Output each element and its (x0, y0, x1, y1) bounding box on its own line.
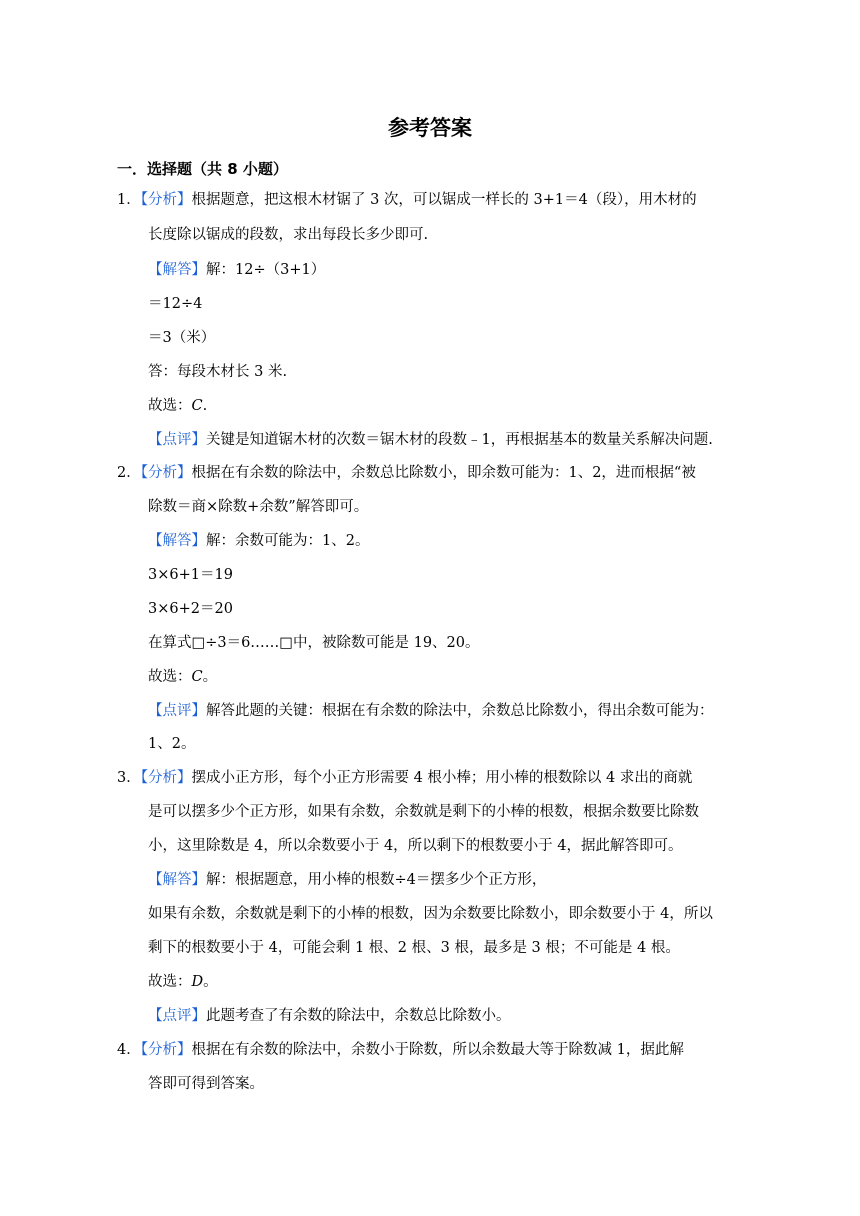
q1-step: ＝3（米） (148, 330, 216, 346)
q1-answer-line: 【解答】解：12÷（3+1） (148, 262, 326, 278)
comment-tag: 【点评】 (148, 703, 206, 719)
q3-analysis-continued: 小，这里除数是 4，所以余数要小于 4，所以剩下的根数要小于 4，据此解答即可。 (148, 838, 683, 854)
q2-step: 3×6+1＝19 (148, 567, 233, 583)
analysis-tag: 【分析】 (140, 192, 192, 208)
q2-comment-continued: 1、2。 (148, 736, 196, 752)
q3-comment-line: 【点评】此题考查了有余数的除法中，余数总比除数小。 (148, 1008, 511, 1024)
q3-answer-line: 【解答】解：根据题意，用小棒的根数÷4＝摆多少个正方形， (148, 872, 547, 888)
answer-tag: 【解答】 (148, 262, 206, 278)
q3-analysis-continued: 是可以摆多少个正方形，如果有余数，余数就是剩下的小棒的根数，根据余数要比除数 (148, 804, 699, 820)
q1-analysis-line: 1．【分析】根据题意，把这根木材锯了 3 次，可以锯成一样长的 3+1＝4（段），用木材的 (117, 192, 697, 208)
section-heading: 一．选择题（共 8 小题） (117, 160, 288, 178)
q4-analysis-continued: 答即可得到答案。 (148, 1076, 264, 1092)
q2-step: 3×6+2＝20 (148, 601, 233, 617)
q1-analysis-continued: 长度除以锯成的段数，求出每段长多少即可. (148, 227, 429, 243)
q3-analysis-line: 3．【分析】摆成小正方形，每个小正方形需要 4 根小棒；用小棒的根数除以 4 求出的商就 (117, 770, 693, 786)
q1-number: 1． (117, 192, 141, 208)
answer-tag: 【解答】 (148, 872, 206, 888)
q1-conclusion: 答：每段木材长 3 米. (148, 364, 288, 380)
q1-choice: 故选：C. (148, 398, 208, 414)
q2-conclusion: 在算式□÷3＝6……□中，被除数可能是 19、20。 (148, 635, 480, 651)
q3-number: 3． (117, 770, 141, 786)
q2-analysis-line: 2．【分析】根据在有余数的除法中，余数总比除数小，即余数可能为：1、2，进而根据“被 (117, 465, 696, 481)
answer-tag: 【解答】 (148, 533, 206, 549)
q2-choice: 故选：C。 (148, 669, 218, 685)
q1-comment-line: 【点评】关键是知道锯木材的次数＝锯木材的段数﹣1，再根据基本的数量关系解决问题. (148, 432, 713, 448)
comment-tag: 【点评】 (148, 1008, 206, 1024)
q2-number: 2． (117, 465, 141, 481)
q4-number: 4． (117, 1042, 141, 1058)
q2-answer-line: 【解答】解：余数可能为：1、2。 (148, 533, 370, 549)
q3-step: 剩下的根数要小于 4，可能会剩 1 根、2 根、3 根，最多是 3 根；不可能是 4 根。 (148, 940, 680, 956)
q3-choice: 故选：D。 (148, 974, 218, 990)
q4-analysis-line: 4．【分析】根据在有余数的除法中，余数小于除数，所以余数最大等于除数减 1，据此解 (117, 1042, 684, 1058)
comment-tag: 【点评】 (148, 432, 206, 448)
page-title: 参考答案 (388, 116, 472, 140)
q1-step: ＝12÷4 (148, 296, 203, 312)
analysis-tag: 【分析】 (140, 770, 192, 786)
analysis-tag: 【分析】 (140, 465, 192, 481)
q3-step: 如果有余数，余数就是剩下的小棒的根数，因为余数要比除数小，即余数要小于 4，所以 (148, 906, 713, 922)
q2-analysis-continued: 除数＝商×除数+余数”解答即可。 (148, 499, 369, 515)
q2-comment-line: 【点评】解答此题的关键：根据在有余数的除法中，余数总比除数小，得出余数可能为： (148, 703, 714, 719)
analysis-tag: 【分析】 (140, 1042, 192, 1058)
